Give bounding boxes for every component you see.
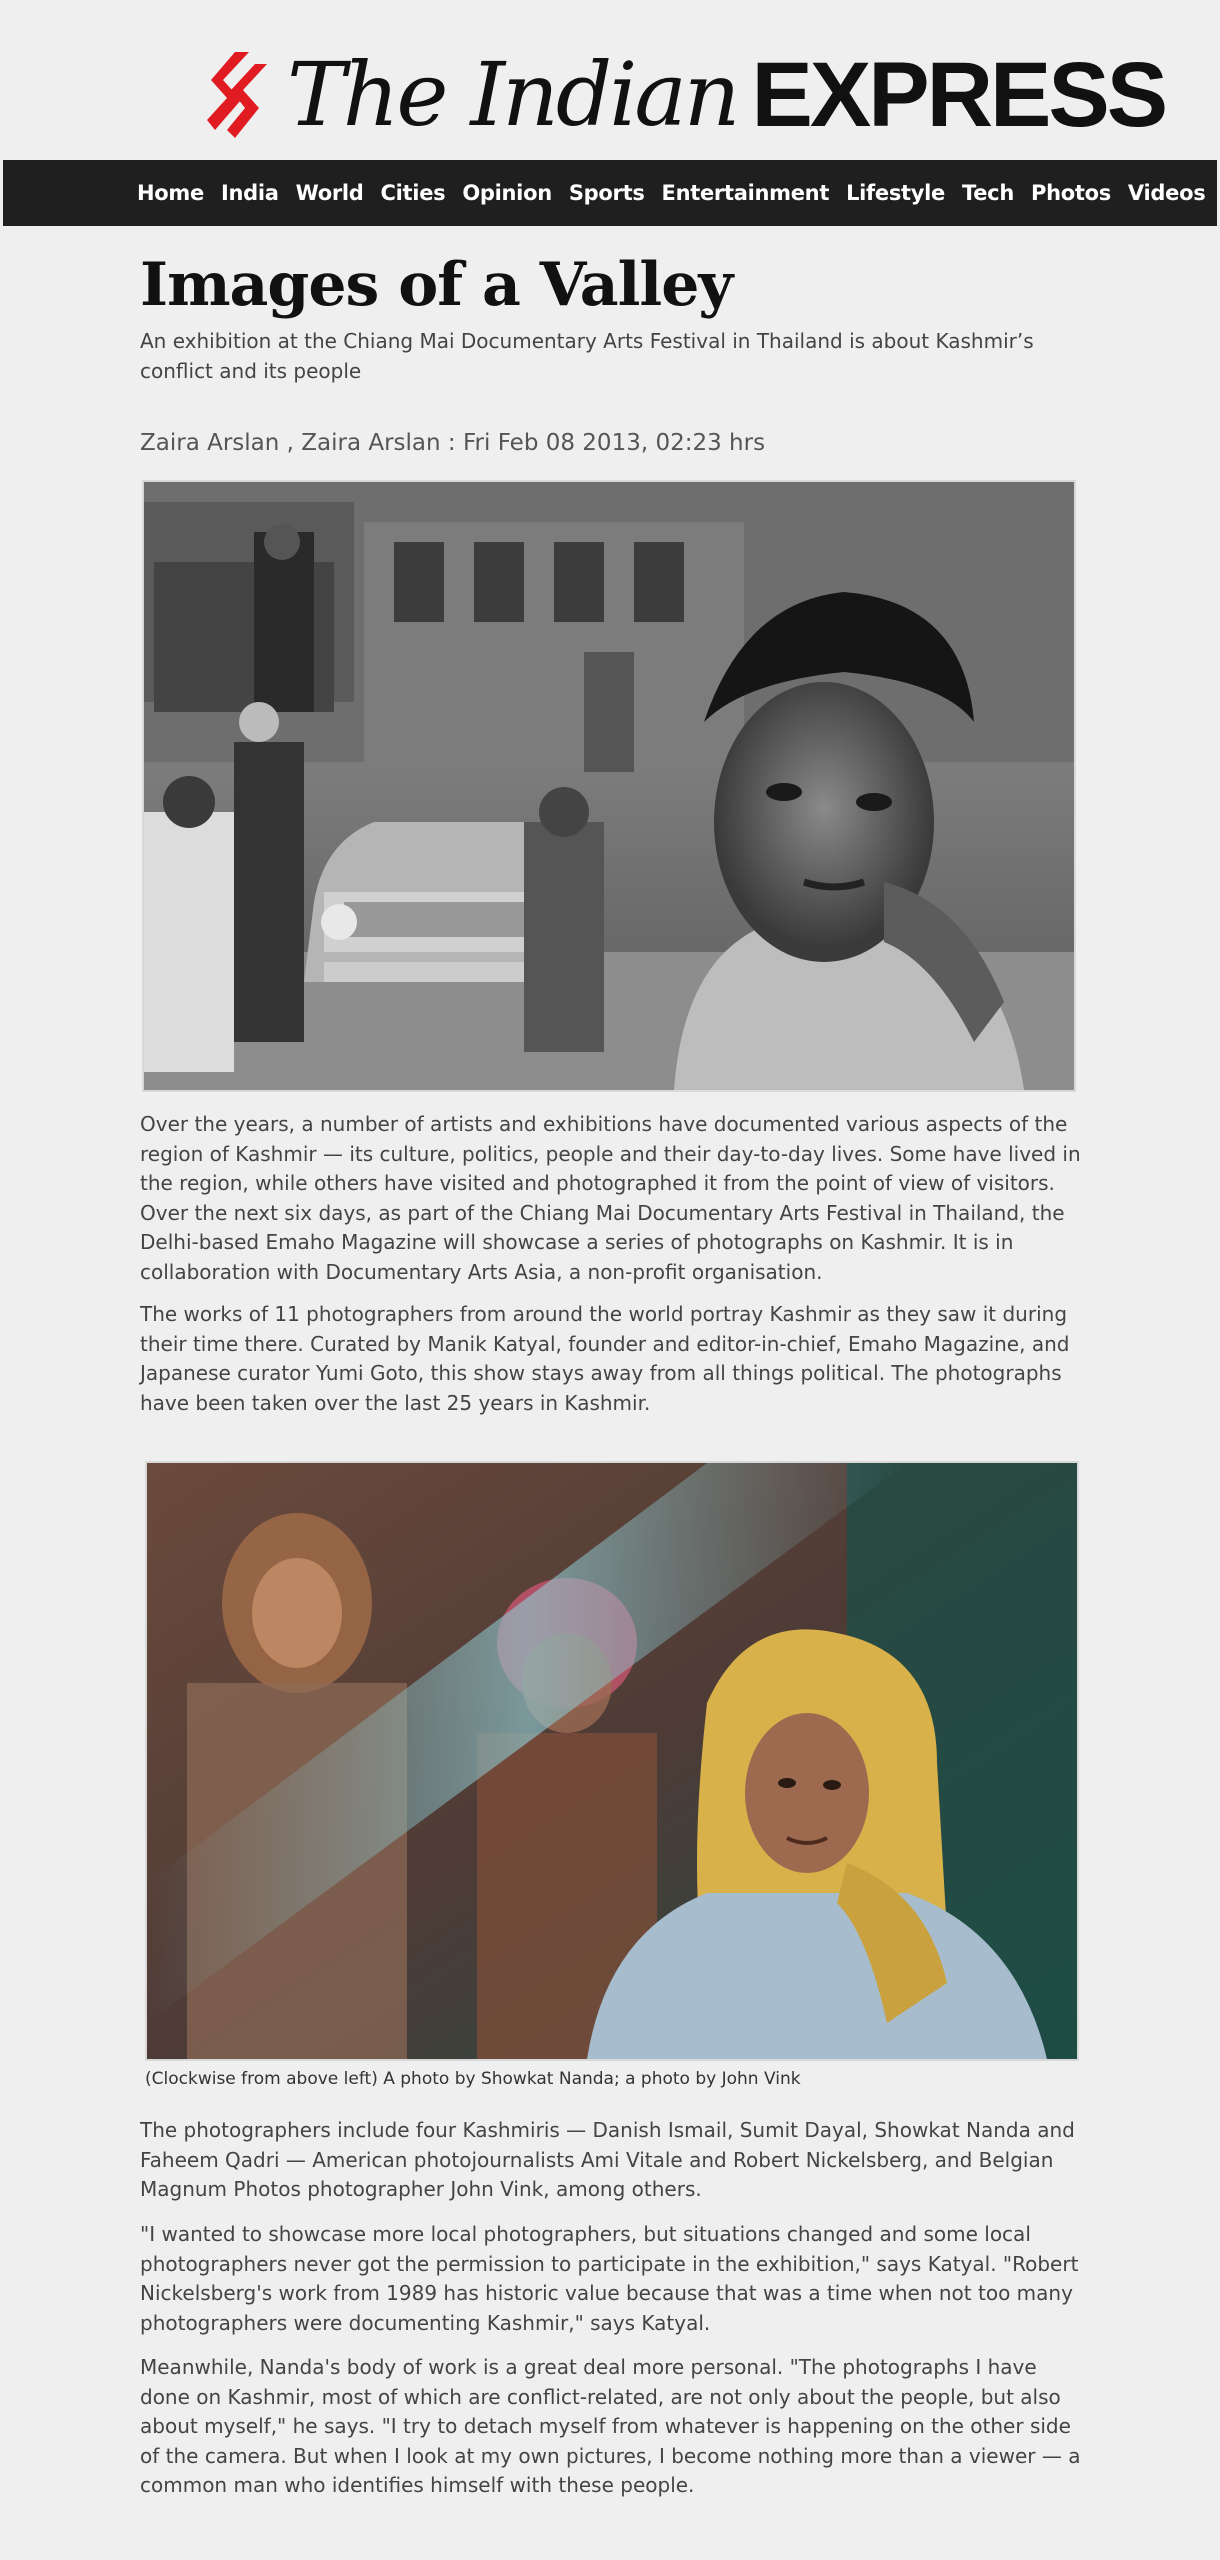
nav-item-cities[interactable]: Cities [380, 181, 446, 205]
nav-item-india[interactable]: India [220, 181, 279, 205]
article-paragraph: Over the years, a number of artists and exhibitions have documented various aspects of the region of Kashmir — its culture, politics, people and their day-to-day lives. Some have lived in the region, while others have visited and photographed it from the point of view of visitors. Over the next six days, as part of the Chiang Mai Documentary Arts Festival in Thailand, the Delhi-based Emaho Magazine will showcase a series of photographs on Kashmir. It is in collaboration with Documentary Arts Asia, a non-profit organisation. [140, 1112, 1081, 1284]
nav-item-sports[interactable]: Sports [568, 181, 645, 205]
main-nav [3, 160, 1217, 226]
article-photo-street-portrait[interactable] [142, 480, 1076, 1092]
indian-express-flame-icon [205, 50, 275, 140]
nav-item-home[interactable]: Home [137, 181, 204, 205]
nav-item-tech[interactable]: Tech [962, 181, 1014, 205]
nav-item-lifestyle[interactable]: Lifestyle [846, 181, 945, 205]
nav-item-photos[interactable]: Photos [1030, 181, 1111, 205]
nav-item-videos[interactable]: Videos [1127, 181, 1206, 205]
article-paragraph: The photographers include four Kashmiris — Danish Ismail, Sumit Dayal, Showkat Nanda and Faheem Qadri — American photojournalists Ami Vitale and Robert Nickelsberg, and Belgian Magnum Photos photographer John Vink, among others. [140, 2118, 1075, 2202]
nav-item-opinion[interactable]: Opinion [462, 181, 552, 205]
article-paragraph: The works of 11 photographers from around the world portray Kashmir as they saw it during their time there. Curated by Manik Katyal, founder and editor-in-chief, Emaho Magazine, and Japanese curator Yumi Goto, this show stays away from all things political. The photographs have been taken over the last 25 years in Kashmir. [140, 1302, 1070, 1415]
logo-text-the-indian: The Indian [287, 43, 738, 146]
photo-kashmiri-women-image [147, 1463, 1077, 2059]
article-standfirst: An exhibition at the Chiang Mai Documentary Arts Festival in Thailand is about Kashmir’s conflict and its people [140, 329, 1034, 383]
photo-street-portrait-image [144, 482, 1074, 1090]
article-paragraph: "I wanted to showcase more local photographers, but situations changed and some local photographers never got the permission to participate in the exhibition," says Katyal. "Robert Nickelsberg's work from 1989 has historic value because that was a time when not too many photographers were documenting Kashmir," says Katyal. [140, 2222, 1079, 2335]
article-byline: Zaira Arslan , Zaira Arslan : Fri Feb 08 2013, 02:23 hrs [140, 430, 766, 456]
photo-caption: (Clockwise from above left) A photo by Showkat Nanda; a photo by John Vink [145, 2069, 801, 2089]
article-title: Images of a Valley [140, 250, 733, 320]
article-paragraph: Meanwhile, Nanda's body of work is a great deal more personal. "The photographs I have done on Kashmir, most of which are conflict-related, are not only about the people, but also about myself," he says. "I try to detach myself from whatever is happening on the other side of the camera. But when I look at my own pictures, I become nothing more than a viewer — a common man who identifies himself with these people. [140, 2355, 1081, 2498]
article [140, 240, 1090, 2498]
logo-text-express: EXPRESS [751, 44, 1166, 146]
nav-item-entertainment[interactable]: Entertainment [661, 181, 830, 205]
nav-item-world[interactable]: World [295, 181, 364, 205]
masthead [0, 0, 1220, 160]
article-photo-kashmiri-women[interactable] [145, 1461, 1079, 2061]
site-logo[interactable] [205, 40, 1165, 150]
